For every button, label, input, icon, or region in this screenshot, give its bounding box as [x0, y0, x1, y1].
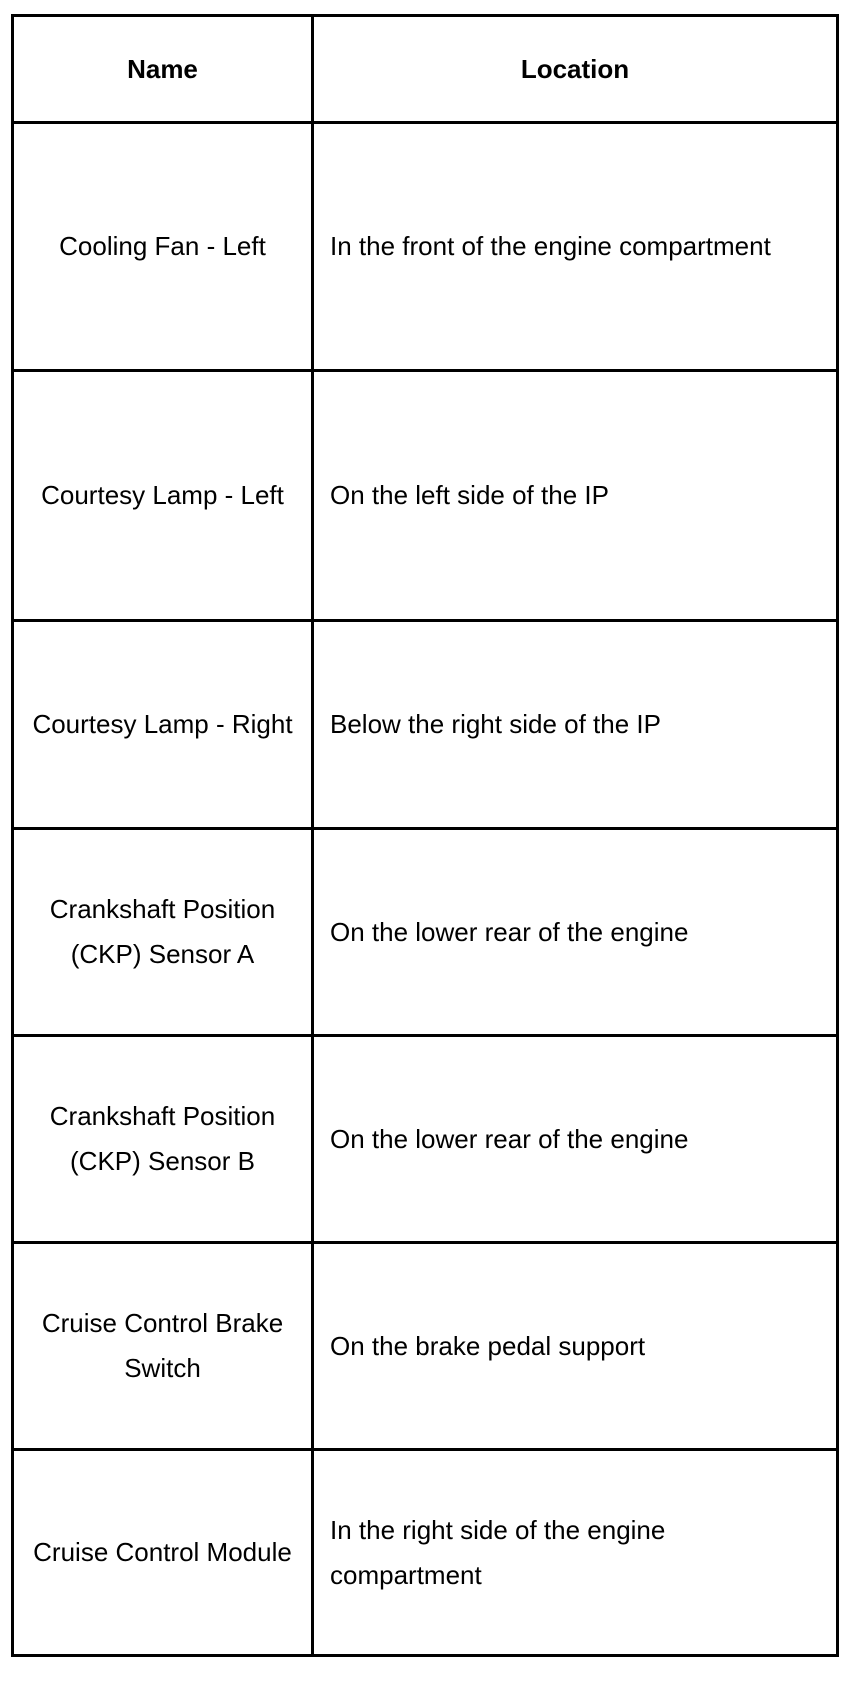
column-header-location: Location — [313, 16, 838, 123]
component-location-cell: On the lower rear of the engine — [313, 829, 838, 1036]
component-location-cell: In the front of the engine compartment — [313, 123, 838, 371]
table-row — [13, 1243, 838, 1450]
component-location-cell: On the left side of the IP — [313, 371, 838, 621]
table-row — [13, 1036, 838, 1243]
column-header-name: Name — [13, 16, 313, 123]
component-name-cell: Cruise Control Module — [13, 1450, 313, 1656]
component-name-cell: Crankshaft Position (CKP) Sensor A — [13, 829, 313, 1036]
component-name-cell: Cooling Fan - Left — [13, 123, 313, 371]
component-location-cell: In the right side of the engine compartment — [313, 1450, 838, 1656]
component-name-cell: Courtesy Lamp - Left — [13, 371, 313, 621]
table-row — [13, 829, 838, 1036]
table-row — [13, 1450, 838, 1656]
table-row — [13, 123, 838, 371]
component-name-cell: Cruise Control Brake Switch — [13, 1243, 313, 1450]
component-name-cell: Courtesy Lamp - Right — [13, 621, 313, 829]
component-location-cell: On the lower rear of the engine — [313, 1036, 838, 1243]
table-row — [13, 371, 838, 621]
component-location-table — [11, 14, 839, 1657]
component-name-cell: Crankshaft Position (CKP) Sensor B — [13, 1036, 313, 1243]
component-location-cell: On the brake pedal support — [313, 1243, 838, 1450]
table-header-row — [13, 16, 838, 123]
component-location-cell: Below the right side of the IP — [313, 621, 838, 829]
table-row — [13, 621, 838, 829]
